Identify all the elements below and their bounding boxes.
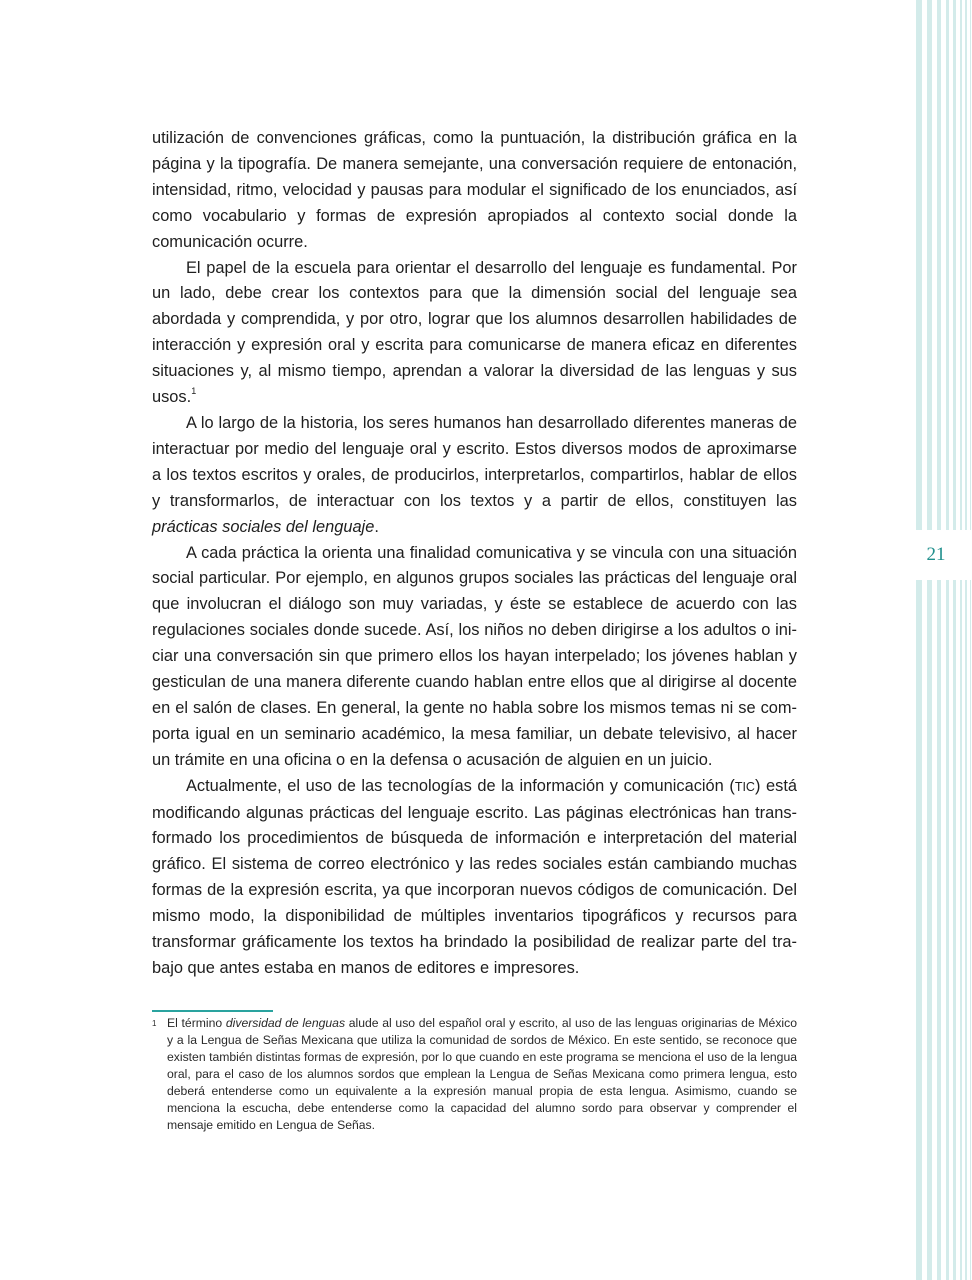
margin-stripe: [927, 0, 932, 1280]
paragraph: [152, 411, 797, 541]
page-number: 21: [926, 544, 946, 565]
paragraph: [152, 256, 797, 411]
paragraph: [152, 541, 797, 774]
footnote-text: [167, 1015, 797, 1134]
footnote: [152, 1015, 797, 1134]
margin-stripe: [965, 0, 967, 1280]
emphasis-text: prácticas sociales del lenguaje: [152, 517, 375, 536]
margin-stripe: [953, 0, 956, 1280]
margin-stripe: [946, 0, 949, 1280]
paragraph-text: Actualmente, el uso de las tecnologías de la información y comunicación (: [186, 776, 735, 795]
footnote-divider: [152, 1010, 273, 1012]
body-text: [152, 126, 797, 982]
margin-stripe: [937, 0, 941, 1280]
footnote-body: alude al uso del español oral y escrito, al uso de las lenguas originarias de México y a la Lengua de Señas Mexicana que utiliza la comunidad de sordos de México. En este sentido, se reconoce que existen también distintas formas de expresión, por lo que cuando en este programa se menciona el uso de la lengua oral, para el caso de los alumnos sordos que emplean la Lengua de Señas Mexicana como primera lengua, esto deberá entenderse como un equivalente a la expresión manual propia de esta lengua. Asimismo, cuando se menciona la escucha, debe entenderse como la capacidad del alumno sordo para observar y comprender el mensaje emitido en Lengua de Señas.: [167, 1016, 798, 1132]
paragraph-text: A lo largo de la historia, los seres humanos han desarrollado diferentes maneras de interactuar por medio del lenguaje oral y escrito. Estos diversos modos de aproximarse a los textos escritos y orales, de producirlos, interpretarlos, compartirlos, hablar de ellos y transformarlos, de interactuar con los textos y a partir de ellos, constituyen las: [152, 413, 797, 510]
margin-stripes: [912, 0, 972, 1280]
abbreviation: TIC: [734, 779, 755, 794]
margin-stripe: [970, 0, 971, 1280]
paragraph-text: .: [374, 517, 379, 536]
paragraph-text: El papel de la escuela para orientar el desarrollo del lenguaje es fundamental. Por un lado, debe crear los contextos para que la dimensión social del lenguaje sea abordada y comprendida, y por otro, lograr que los alumnos desarrollen habilidades de interacción y expresión oral y escrita para comunicarse de manera eficaz en diferentes situaciones y, al mismo tiempo, aprendan a valorar la diversidad de las lenguas y sus usos.: [152, 258, 797, 407]
margin-stripe: [916, 0, 922, 1280]
footnote-mark: 1: [152, 1019, 157, 1028]
paragraph-text: A cada práctica la orienta una finalidad comunicativa y se vincula con una situación social particular. Por ejemplo, en algunos grupos sociales las prácticas del lenguaje oral que involucran el diálogo son muy variadas, y éste se establece de acuerdo con las regulaciones sociales donde sucede. Así, los niños no deben dirigirse a los adultos o iniciar una conversación sin que primero ellos los hayan interpelado; los jóvenes hablan y gesticulan de una manera diferente cuando hablan entre ellos que al dirigirse al docente en el salón de clases. En general, la gente no habla sobre los mismos temas ni se comporta igual en un seminario académico, la mesa familiar, un debate televisivo, al hacer un trámite en una oficina o en la defensa o acusación de alguien en un juicio.: [152, 543, 797, 769]
footnote-lead: El término: [167, 1016, 226, 1030]
footnote-reference[interactable]: 1: [191, 386, 197, 397]
footnote-emphasis: diversidad de lenguas: [225, 1016, 346, 1030]
margin-stripe: [960, 0, 962, 1280]
paragraph-text: ) está modificando algunas prácticas del lenguaje escrito. Las páginas electrónicas han transformado los procedimientos de búsqueda de información e interpretación del material gráfico. El sistema de correo electrónico y las redes sociales están cambiando muchas formas de la expresión escrita, ya que incorporan nuevos códigos de comunicación. Del mismo modo, la disponibilidad de múltiples inventarios tipográficos y recursos para transformar gráficamente los textos ha brindado la posibilidad de realizar parte del trabajo que antes estaba en manos de editores e impresores.: [152, 776, 797, 977]
paragraph: [152, 774, 797, 982]
paragraph-text: utilización de convenciones gráficas, como la puntuación, la distribución gráfica en la página y la tipografía. De manera semejante, una conversación requiere de entonación, intensidad, ritmo, velocidad y pausas para modular el significado de los enunciados, así como vocabulario y formas de expresión apropiados al contexto social donde la comunicación ocurre.: [152, 129, 797, 251]
paragraph: [152, 126, 797, 256]
